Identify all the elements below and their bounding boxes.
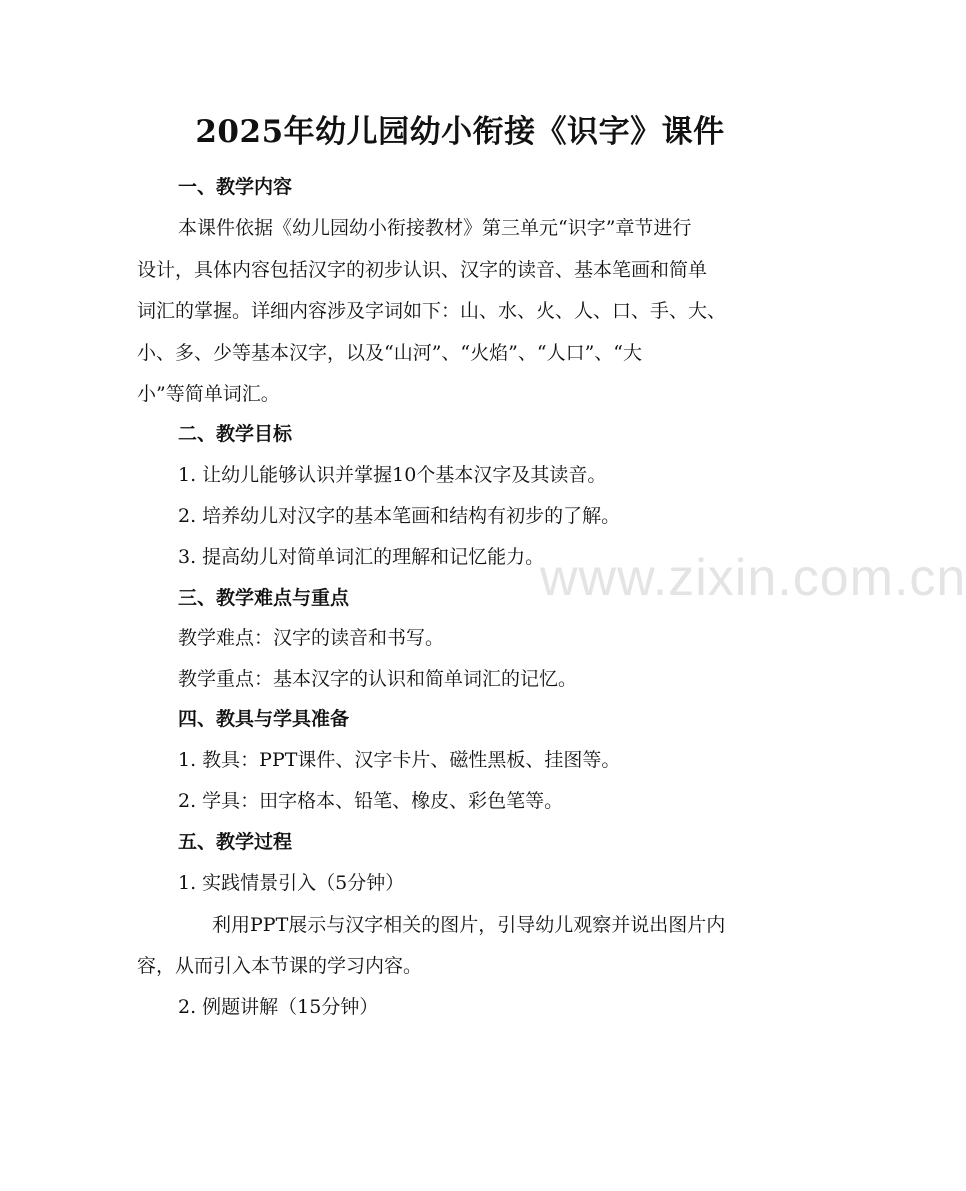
paragraph-line: 容，从而引入本节课的学习内容。 bbox=[137, 955, 423, 977]
list-item: 2. 学具：田字格本、铅笔、橡皮、彩色笔等。 bbox=[178, 790, 564, 812]
list-item: 教学重点：基本汉字的认识和简单词汇的记忆。 bbox=[178, 668, 578, 690]
section-heading-difficulties: 三、教学难点与重点 bbox=[178, 587, 350, 609]
paragraph-line: 利用PPT展示与汉字相关的图片，引导幼儿观察并说出图片内 bbox=[212, 914, 726, 936]
section-heading-materials: 四、教具与学具准备 bbox=[178, 708, 350, 730]
paragraph-line: 词汇的掌握。详细内容涉及字词如下：山、水、火、人、口、手、大、 bbox=[137, 300, 727, 322]
list-item: 1. 教具：PPT课件、汉字卡片、磁性黑板、挂图等。 bbox=[178, 749, 621, 771]
list-item: 2. 例题讲解（15分钟） bbox=[178, 996, 379, 1018]
paragraph-line: 设计，具体内容包括汉字的初步认识、汉字的读音、基本笔画和简单 bbox=[137, 259, 708, 281]
section-heading-content: 一、教学内容 bbox=[178, 176, 293, 198]
paragraph-line: 小”等简单词汇。 bbox=[137, 383, 280, 405]
list-item: 1. 实践情景引入（5分钟） bbox=[178, 872, 405, 894]
section-heading-process: 五、教学过程 bbox=[178, 831, 293, 853]
list-item: 教学难点：汉字的读音和书写。 bbox=[178, 627, 445, 649]
watermark: www.zixin.com.cn bbox=[540, 549, 966, 607]
list-item: 1. 让幼儿能够认识并掌握10个基本汉字及其读音。 bbox=[178, 464, 607, 486]
list-item: 2. 培养幼儿对汉字的基本笔画和结构有初步的了解。 bbox=[178, 505, 621, 527]
paragraph-line: 本课件依据《幼儿园幼小衔接教材》第三单元“识字”章节进行 bbox=[178, 217, 692, 239]
list-item: 3. 提高幼儿对简单词汇的理解和记忆能力。 bbox=[178, 546, 545, 568]
document-title: 2025年幼儿园幼小衔接《识字》课件 bbox=[195, 114, 725, 150]
section-heading-goals: 二、教学目标 bbox=[178, 423, 293, 445]
paragraph-line: 小、多、少等基本汉字，以及“山河”、“火焰”、“人口”、“大 bbox=[137, 342, 642, 364]
